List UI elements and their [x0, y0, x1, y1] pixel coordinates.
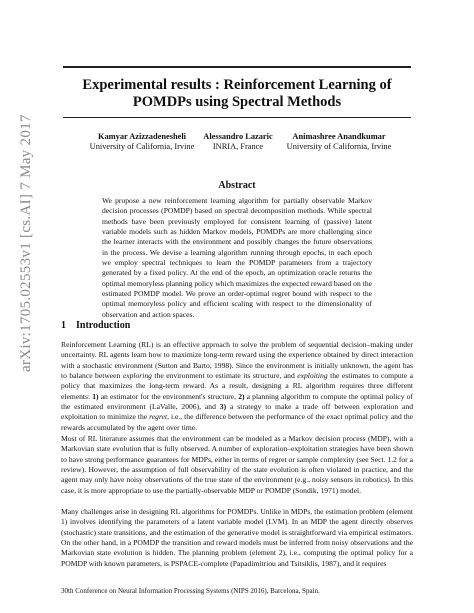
intro-paragraph-3: Many challenges arise in designing RL algorithms for POMDPs. Unlike in MDPs, the estimation problem (element 1) involves identifying the parameters of a latent variable model (LVM). In an MDP the agent directly observes (stochastic) state transitions, and the estimation of the generative model is straightforward via empirical estimators. On the other hand, in a POMDP the transition and reward models must be inferred from noisy observations and the Markovian state evolution is hidden. The planning problem (element 2), i.e., computing the optimal policy for a POMDP with known parameters, is PSPACE-complete (Papadimitriou and Tsitsiklis, 1987), and it requires — [61, 507, 413, 568]
conference-footnote: 30th Conference on Neural Information Processing Systems (NIPS 2016), Barcelona, Spain. — [61, 587, 320, 595]
emphasis-regret: regret — [149, 412, 168, 422]
title-rule-bottom — [63, 117, 411, 118]
intro-paragraph-1 — [61, 340, 413, 433]
author-affiliation: University of California, Irvine — [286, 142, 392, 151]
author-affiliation: INRIA, France — [212, 142, 264, 151]
text-run: the estimates to compute a policy that maximizes the long-term reward. As a result, designing a RL algorithm requires three different elements: — [61, 371, 413, 401]
author-name: Animashree Anandkumar — [292, 132, 386, 141]
emphasis-exploiting: exploiting — [297, 371, 328, 381]
intro-paragraph-2: Most of RL literature assumes that the environment can be modeled as a Markov decision process (MDP), with a Markovian state evolution that is fully observed. A number of exploration–exploitation strategies have been shown to have strong performance guarantees for MDPs, either in terms of regret or sample complexity (see Sect. 1.2 for a review). However, the assumption of full observability of the state evolution is often violated in practice, and the agent may only have noisy observations of the true state of the environment (e.g., noisy sensors in robotics). In this case, it is more appropriate to use the partially-observable MDP or POMDP (Sondik, 1971) model. — [61, 434, 413, 495]
arxiv-identifier: arXiv:1705.02553v1 [cs.AI] 7 May 2017 — [18, 114, 34, 372]
text-run: a planning algorithm to compute the optimal policy of the estimated environment (LaValle, 2006), and — [61, 391, 414, 412]
abstract-heading: Abstract — [218, 180, 256, 191]
list-marker: 1) — [92, 391, 99, 401]
author-3 — [280, 132, 398, 152]
title-rule-top — [63, 66, 411, 68]
abstract-text: We propose a new reinforcement learning algorithm for partially observable Markov decision processes (POMDP) based on spectral decomposition methods. While spectral methods have been previously employed for consistent learning of (passive) latent variable models such as hidden Markov models, POMDPs are more challenging since the learner interacts with the environment and possibly changes the future observations in the process. We devise a learning algorithm running through epochs, in each epoch we employ spectral techniques to learn the POMDP parameters from a trajectory generated by a fixed policy. At the end of the epoch, an optimization oracle returns the optimal memoryless planning policy which maximizes the expected reward based on the estimated POMDP model. We prove an order-optimal regret bound with respect to the optimal memoryless policy and efficient scaling with respect to the dimensionality of observation and action spaces. — [102, 196, 372, 319]
text-run: Reinforcement Learning (RL) is an effective approach to solve the problem of sequential decision–making under uncertainty. RL agents learn how to maximize long-term reward using the experience obtained by direct interaction with a stochastic environment (Sutton and Barto, 1998). Since the environment is initially unknown, the agent has to balance between — [61, 340, 413, 381]
author-2 — [196, 132, 280, 152]
text-run: , i.e., the difference between the performance of the exact optimal policy and the rewards accumulated by the agent over time. — [61, 412, 414, 432]
text-run: a strategy to make a trade off between exploration and exploitation to minimize the — [61, 402, 414, 422]
author-name: Kamyar Azizzadenesheli — [97, 132, 186, 141]
list-marker: 2) — [238, 391, 245, 401]
section-title: Introduction — [76, 320, 131, 331]
list-marker: 3) — [219, 402, 227, 412]
section-number: 1 — [61, 320, 66, 331]
paper-title: Experimental results : Reinforcement Learning of POMDPs using Spectral Methods — [82, 77, 392, 110]
text-run: an estimator for the environment's structure, — [98, 391, 239, 401]
text-run: the environment to estimate its structure, and — [151, 371, 298, 381]
emphasis-exploring: exploring — [122, 371, 152, 381]
author-affiliation: University of California, Irvine — [89, 142, 195, 151]
author-name: Alessandro Lazaric — [203, 132, 273, 141]
section-heading — [61, 320, 130, 331]
author-1 — [86, 132, 198, 152]
